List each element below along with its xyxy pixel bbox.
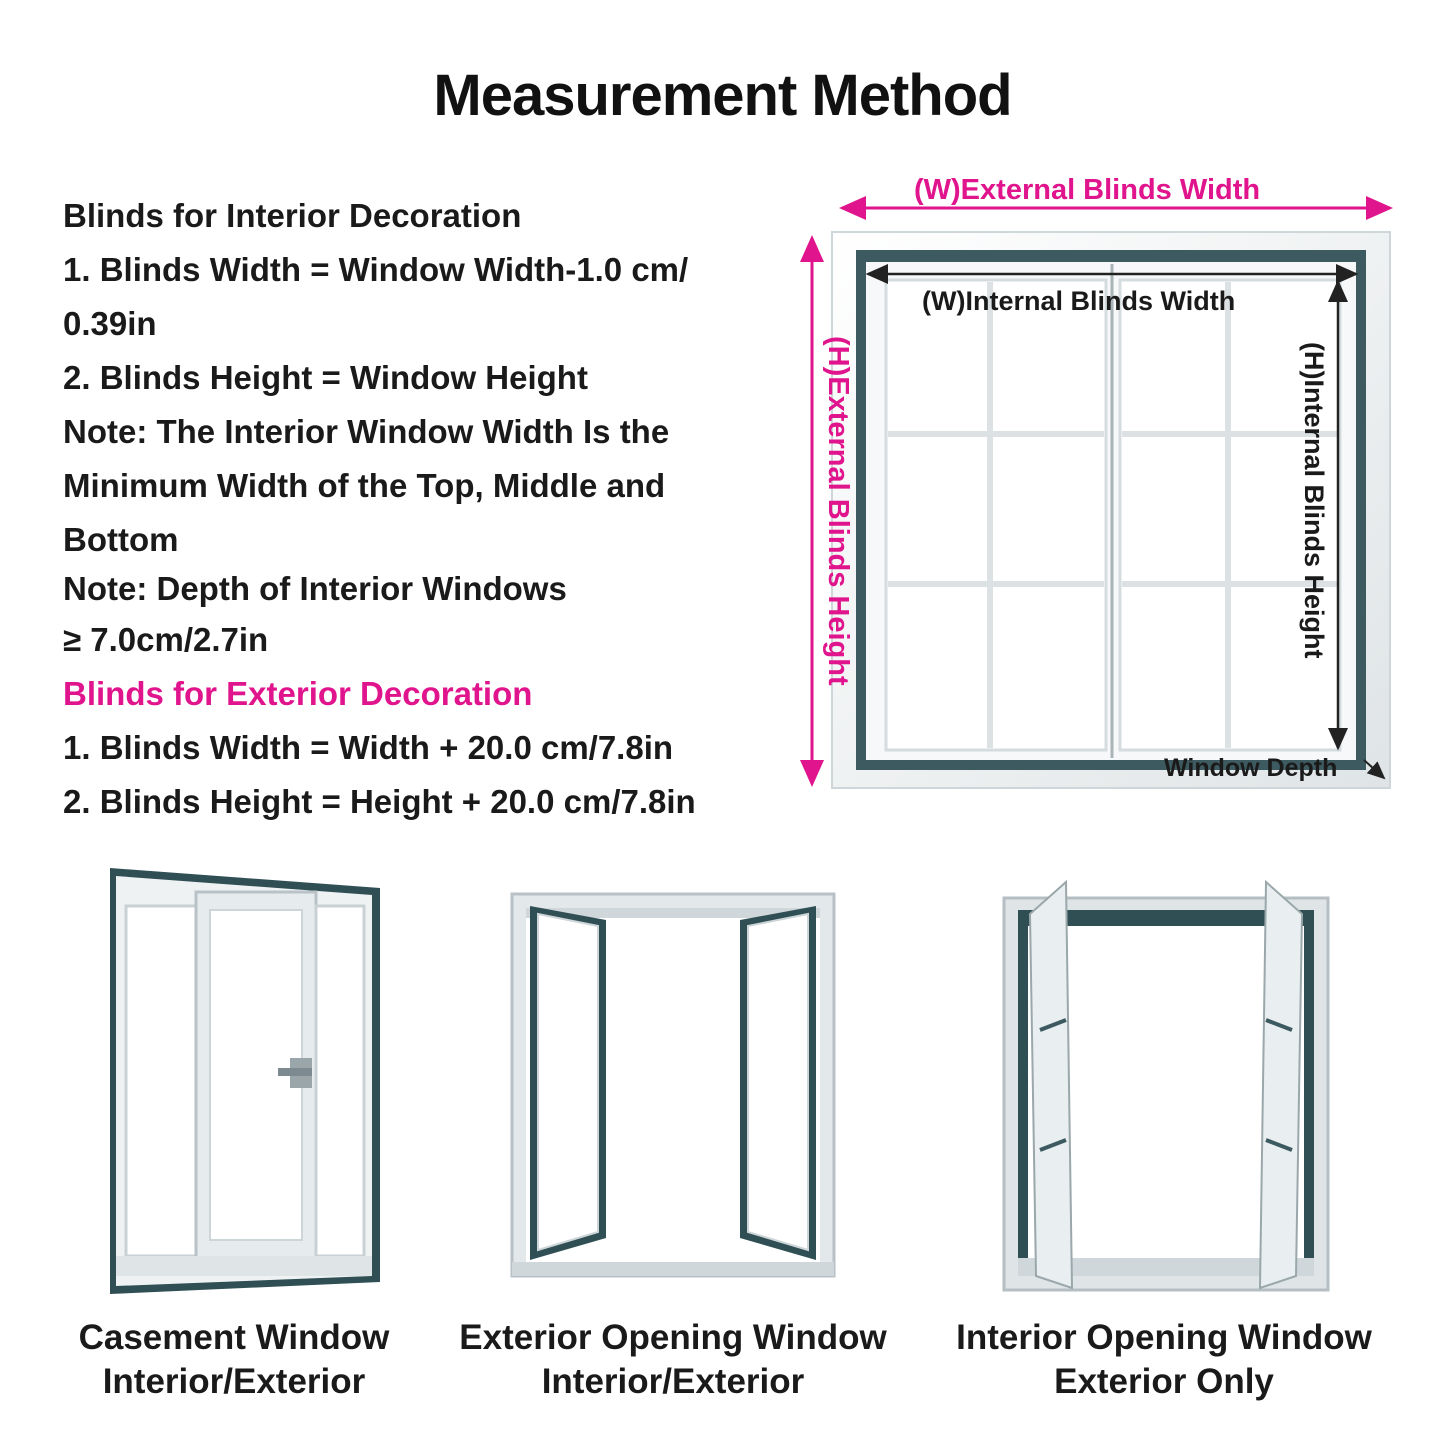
caption-interior-opening [938, 1316, 1390, 1404]
interior-line: Note: The Interior Window Width Is the [63, 413, 670, 450]
interior-line: 2. Blinds Height = Window Height [63, 359, 588, 396]
interior-line: Note: Depth of Interior Windows [63, 570, 567, 607]
page-title: Measurement Method [433, 63, 1012, 128]
interior-line: Bottom [63, 521, 179, 558]
exterior-line: 1. Blinds Width = Width + 20.0 cm/7.8in [63, 729, 674, 766]
interior-line: ≥ 7.0cm/2.7in [63, 621, 269, 658]
exterior-opening-window-icon [512, 894, 834, 1276]
internal-height-label: (H)Internal Blinds Height [1299, 342, 1329, 659]
interior-opening-window-icon [1004, 882, 1328, 1290]
window-depth-label: Window Depth [1164, 754, 1338, 782]
exterior-line: 2. Blinds Height = Height + 20.0 cm/7.8in [63, 783, 696, 820]
interior-heading: Blinds for Interior Decoration [63, 197, 522, 234]
window-type-scope: Exterior Only [1054, 1362, 1274, 1401]
external-width-label: (W)External Blinds Width [914, 174, 1261, 206]
interior-line: Minimum Width of the Top, Middle and [63, 467, 666, 504]
window-type-scope: Interior/Exterior [541, 1362, 805, 1401]
caption-casement [64, 1316, 404, 1404]
window-type-name: Exterior Opening Window [459, 1318, 887, 1357]
exterior-heading: Blinds for Exterior Decoration [63, 675, 533, 712]
internal-width-label: (W)Internal Blinds Width [922, 286, 1236, 316]
interior-line: 1. Blinds Width = Window Width-1.0 cm/ [63, 251, 689, 288]
window-type-name: Casement Window [78, 1318, 390, 1357]
window-type-name: Interior Opening Window [956, 1318, 1372, 1357]
casement-window-icon [110, 868, 380, 1294]
caption-exterior-opening [440, 1316, 906, 1404]
interior-line: 0.39in [63, 305, 157, 342]
external-height-label: (H)External Blinds Height [822, 336, 854, 686]
window-type-scope: Interior/Exterior [102, 1362, 366, 1401]
